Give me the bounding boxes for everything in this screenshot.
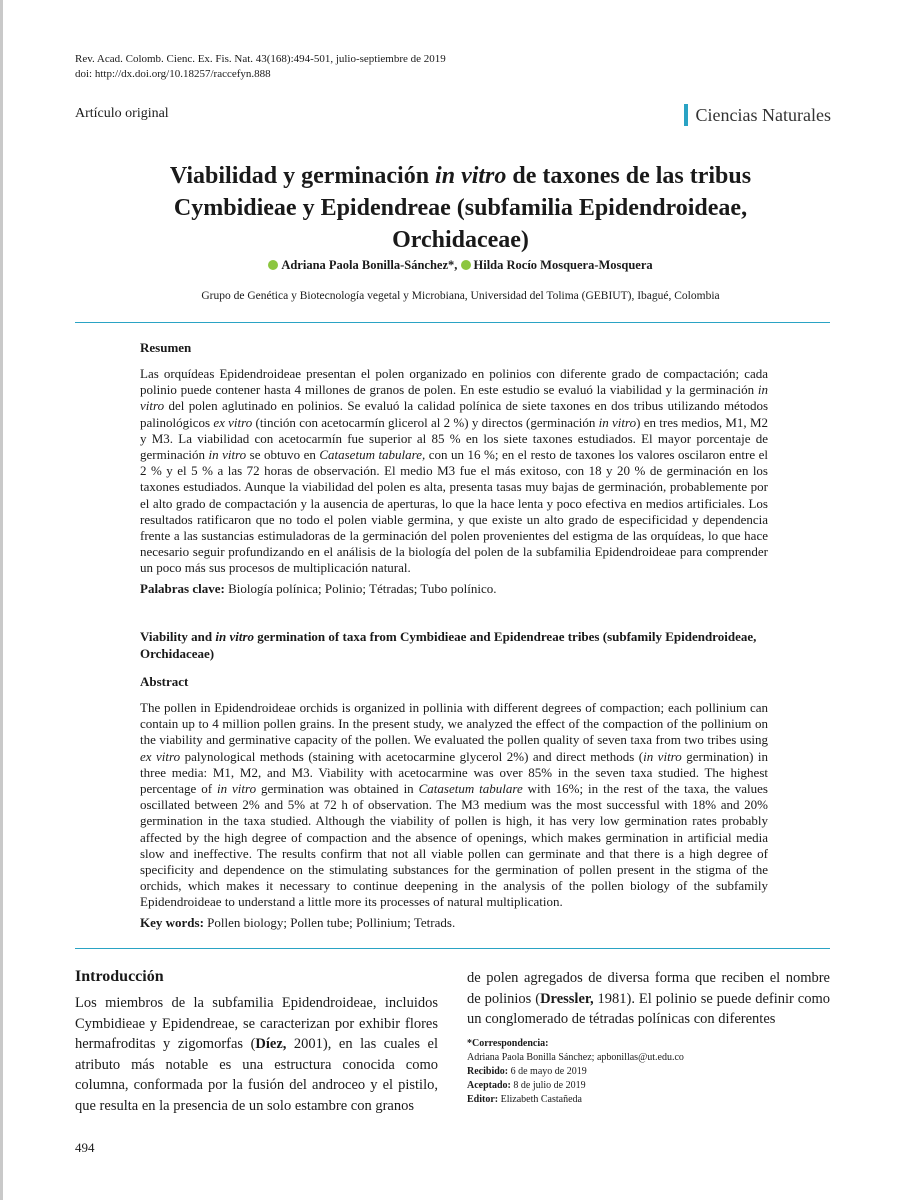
text-segment: del polen aglutinado en polinios. Se evaluó la calidad polínica de siete taxones en dos tribus utilizando métodos palinológicos xyxy=(140,398,768,430)
received-date xyxy=(467,1065,684,1079)
text-segment: in vitro xyxy=(215,629,255,644)
journal-citation-header xyxy=(75,52,446,82)
title-text-2: de taxones de las tribus Cymbidieae y Epidendreae (subfamilia Epidendroideae, Orchidaceae) xyxy=(173,163,752,253)
abstract-body xyxy=(140,700,768,911)
affiliation: Grupo de Genética y Biotecnología vegetal y Microbiana, Universidad del Tolima (GEBIUT), Ibagué, Colombia xyxy=(201,290,720,302)
text-segment: 6 de mayo de 2019 xyxy=(508,1066,587,1077)
introduction-heading: Introducción xyxy=(75,968,164,985)
section-tag xyxy=(684,104,831,126)
text-segment: 8 de julio de 2019 xyxy=(510,1080,586,1091)
text-segment: Recibido: xyxy=(467,1066,509,1077)
page-edge-shadow xyxy=(0,0,3,1200)
resumen-section xyxy=(140,340,768,597)
author-1: Adriana Paola Bonilla-Sánchez*, xyxy=(281,258,458,272)
paper-title xyxy=(120,160,801,256)
text-segment: in vitro xyxy=(140,382,768,414)
text-segment: (tinción con acetocarmín glicerol al 2 %) y directos (germinación xyxy=(252,414,599,430)
divider-bottom xyxy=(75,948,830,949)
text-segment: Catasetum tabulare, xyxy=(319,447,426,463)
text-segment: Editor: xyxy=(467,1094,499,1105)
text-segment: ) en tres medios, M1, M2 y M3. La viabilidad con acetocarmín fue superior al 85 % en los siete taxones estudiados. El mayor porcentaje de germinación xyxy=(140,414,769,463)
text-segment: Biología polínica; Polinio; Tétradas; Tubo polínico. xyxy=(224,580,497,596)
text-segment: Viability and xyxy=(140,629,216,644)
title-text-1: Viabilidad y germinación xyxy=(169,163,436,189)
correspondence-box xyxy=(467,1037,684,1107)
text-segment: Key words: xyxy=(140,914,204,930)
text-segment: se obtuvo en xyxy=(246,447,320,463)
abstract-heading: Abstract xyxy=(140,674,189,689)
accepted-date xyxy=(467,1079,684,1093)
correspondence-contact[interactable]: Adriana Paola Bonilla Sánchez; apbonillas@ut.edu.co xyxy=(467,1052,684,1063)
text-segment: Pollen biology; Pollen tube; Pollinium; Tetrads. xyxy=(203,914,456,930)
text-segment: Catasetum tabulare xyxy=(418,781,523,797)
text-segment: de polen agregados de diversa forma que reciben el nombre de polinios ( xyxy=(467,970,830,1007)
text-segment: germination) in three media: M1, M2, and M3. Viability with acetocarmine was over 85% in the seven taxa studied. The highest percentage of xyxy=(140,748,768,797)
citation-link[interactable]: Díez, xyxy=(255,1036,287,1052)
text-segment: Las orquídeas Epidendroideae presentan el polen organizado en polinios con diferente grado de compactación; cada polinio puede contener hasta 4 millones de granos de polen. En este estudio se evaluó la viabilidad y la germinación xyxy=(140,366,768,398)
introduction-right-column xyxy=(467,968,830,1030)
text-segment: germination of taxa from Cymbidieae and Epidendreae tribes (subfamily Epidendroideae, Orchidaceae) xyxy=(140,629,757,661)
text-segment: Aceptado: xyxy=(467,1080,511,1091)
text-segment: in vitro xyxy=(598,414,637,430)
doi-line[interactable]: doi: http://dx.doi.org/10.18257/raccefyn.888 xyxy=(75,68,271,80)
text-segment: 2001), en las cuales el atributo más notable es una estructura conocida como columna, conformada por la fusión del androceo y el pistilo, que resulta en la presencia de un solo estambre con granos xyxy=(75,1036,438,1114)
text-segment: con un 16 %; en el resto de taxones los valores oscilaron entre el 2 % y el 5 % a las 72 horas de observación. El medio M3 fue el más exitoso, con 18 y 20 % de germinación en los taxones estudiados. Aunque la viabilidad del polen es alta, presenta tasas muy bajas de germinación, probablemente por el alto grado de compactación y la ausencia de aperturas, lo que la hace lenta y poco efectiva en medios artificiales. Los resultados ratificaron que no todo el polen viable germina, y que existe un alto grado de especificidad y dependencia frente a las sustancias estimuladoras de la germinación del polen provenientes del estigma de las orquídeas, lo que hace necesario seguir profundizando en el análisis de la biología del polen de la subfamilia Epidendroideae para comprender un poco más sus procesos de multiplicación natural. xyxy=(140,447,769,576)
text-segment: ex vitro xyxy=(213,414,253,430)
author-list xyxy=(120,258,801,273)
title-italic: in vitro xyxy=(435,163,507,189)
citation-link[interactable]: Dressler, xyxy=(540,990,594,1007)
page-number: 494 xyxy=(75,1140,95,1155)
text-segment: germination was obtained in xyxy=(256,781,419,797)
orcid-icon[interactable] xyxy=(268,260,278,270)
abstract-keywords xyxy=(140,915,768,931)
resumen-body xyxy=(140,366,768,577)
author-2: Hilda Rocío Mosquera-Mosquera xyxy=(473,258,653,272)
resumen-heading: Resumen xyxy=(140,340,192,355)
text-segment: palynological methods (staining with acetocarmine glycerol 2%) and direct methods ( xyxy=(180,748,644,764)
citation-line: Rev. Acad. Colomb. Cienc. Ex. Fis. Nat. 43(168):494-501, julio-septiembre de 2019 xyxy=(75,53,446,65)
text-segment: in vitro xyxy=(216,781,257,797)
text-segment: with 16%; in the rest of the taxa, the values oscillated between 2% and 5% at 72 h of observation. The M3 medium was the most successful with 18% and 20% germination in the taxa studied. Although the viability of pollen is high, it has very low germination rates probably affected by the high degree of compaction and the absence of openings, which makes germination in artificial media slow and ineffective. The results confirm that not all viable pollen can germinate and that there is a high degree of specificity and dependence on the stimulating substances for the germination of pollen present in the stigma of the orchids, which makes it necessary to continue deepening in the analysis of the pollen biology of the subfamily Epidendroideae to understand a little more its processes of natural multiplication. xyxy=(140,781,768,910)
resumen-keywords xyxy=(140,581,768,597)
text-segment: 1981). El polinio se puede definir como un conglomerado de tétradas polínicas con diferentes xyxy=(467,990,830,1027)
introduction-left-column xyxy=(75,993,438,1116)
section-accent-bar xyxy=(684,104,688,126)
text-segment: in vitro xyxy=(208,447,247,463)
text-segment: The pollen in Epidendroideae orchids is organized in pollinia with different degrees of compaction; each pollinium can contain up to 4 million pollen grains. In the present study, we analyzed the effect of the compaction of the pollinium on the viability and germinative capacity of the pollen. We evaluated the pollen quality of seven taxa from two tribes using xyxy=(140,700,768,748)
orcid-icon[interactable] xyxy=(461,260,471,270)
text-segment: ex vitro xyxy=(140,748,181,764)
section-label: Ciencias Naturales xyxy=(695,105,831,125)
divider-top xyxy=(75,322,830,323)
text-segment: in vitro xyxy=(643,748,682,764)
article-type-label: Artículo original xyxy=(75,106,169,121)
english-title xyxy=(140,628,768,662)
correspondence-heading: *Correspondencia: xyxy=(467,1038,549,1049)
abstract-section xyxy=(140,674,768,931)
editor-name xyxy=(467,1093,684,1107)
text-segment: Los miembros de la subfamilia Epidendroideae, incluidos Cymbidieae y Epidendreae, se caracterizan por exhibir flores hermafroditas y zigomorfas ( xyxy=(75,995,438,1052)
text-segment: Palabras clave: xyxy=(140,580,225,596)
text-segment: Elizabeth Castañeda xyxy=(498,1094,582,1105)
